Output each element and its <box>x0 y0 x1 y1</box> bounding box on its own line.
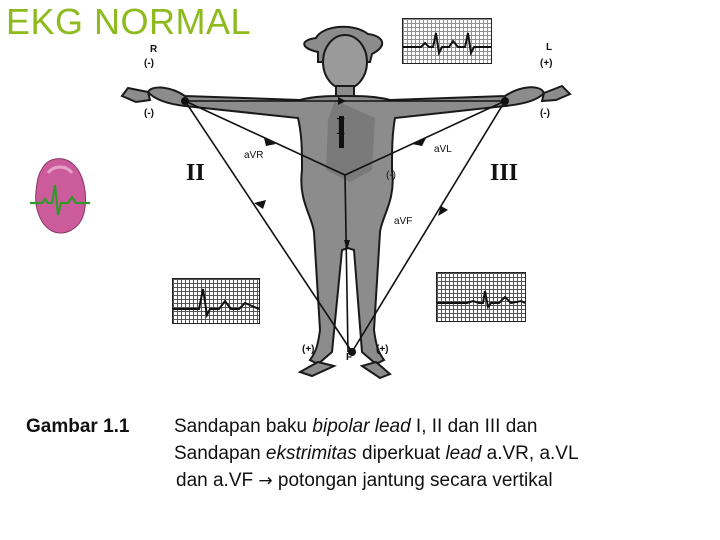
caption-line-2 <box>26 440 706 467</box>
ecg-trace-lead-III <box>437 273 525 321</box>
label-avl: aVL <box>434 144 452 155</box>
electrode-left-arm <box>501 97 509 105</box>
caption-line-3 <box>26 467 706 495</box>
label-l: L <box>546 42 553 53</box>
ecg-trace <box>173 289 259 315</box>
caption-text: Sandapan baku <box>174 416 313 437</box>
caption-text: dan a.VF <box>176 470 259 491</box>
caption-italic: ekstrimitas <box>265 443 357 464</box>
caption-text: Sandapan <box>174 443 266 464</box>
label-f-pos-right: (+) <box>376 344 389 355</box>
arrow-right-icon: → <box>258 471 273 491</box>
avl-arrowhead <box>412 138 426 146</box>
caption-line-1-text <box>174 413 537 440</box>
label-lead-ii: II <box>186 160 205 186</box>
left-foot <box>300 362 334 376</box>
ecg-strip-lead-I <box>402 18 492 64</box>
label-r: R <box>150 44 158 55</box>
caption-italic: lead <box>445 443 482 464</box>
caption-line-1 <box>26 413 706 440</box>
caption-text: a.VR, a.VL <box>481 443 579 464</box>
slide-title: EKG NORMAL <box>6 1 252 42</box>
label-lead-i: I <box>336 114 346 140</box>
electrode-right-arm <box>181 97 189 105</box>
ecg-strip-lead-III <box>436 272 526 322</box>
heart-shape <box>36 159 86 233</box>
label-f-pos-left: (+) <box>302 344 315 355</box>
left-hand <box>542 86 570 101</box>
ecg-trace-lead-II <box>173 279 259 323</box>
right-foot <box>362 362 390 378</box>
label-l-neg: (-) <box>540 108 550 119</box>
label-avf: aVF <box>394 216 413 227</box>
caption-italic: bipolar lead <box>312 416 411 437</box>
label-f: F <box>346 352 353 363</box>
label-l-pos: (+) <box>540 58 553 69</box>
figure-caption <box>26 413 706 495</box>
label-lead-iii: III <box>490 160 519 186</box>
label-r-neg: (-) <box>144 58 154 69</box>
heart-icon <box>30 155 90 237</box>
right-hand <box>122 88 150 102</box>
label-r-neg-lower: (-) <box>144 108 154 119</box>
head-shape <box>323 35 367 89</box>
caption-text: I, II dan III dan <box>410 416 538 437</box>
ecg-trace <box>437 291 525 307</box>
ecg-strip-bg <box>403 19 491 63</box>
ecg-strip-lead-II <box>172 278 260 324</box>
ecg-trace-lead-I <box>403 19 491 63</box>
caption-text: potongan jantung secara vertikal <box>272 470 553 491</box>
label-avr: aVR <box>244 150 264 161</box>
caption-text: diperkuat <box>356 443 446 464</box>
caption-label: Gambar 1.1 <box>26 416 130 437</box>
label-center-neg: (-) <box>386 170 396 181</box>
